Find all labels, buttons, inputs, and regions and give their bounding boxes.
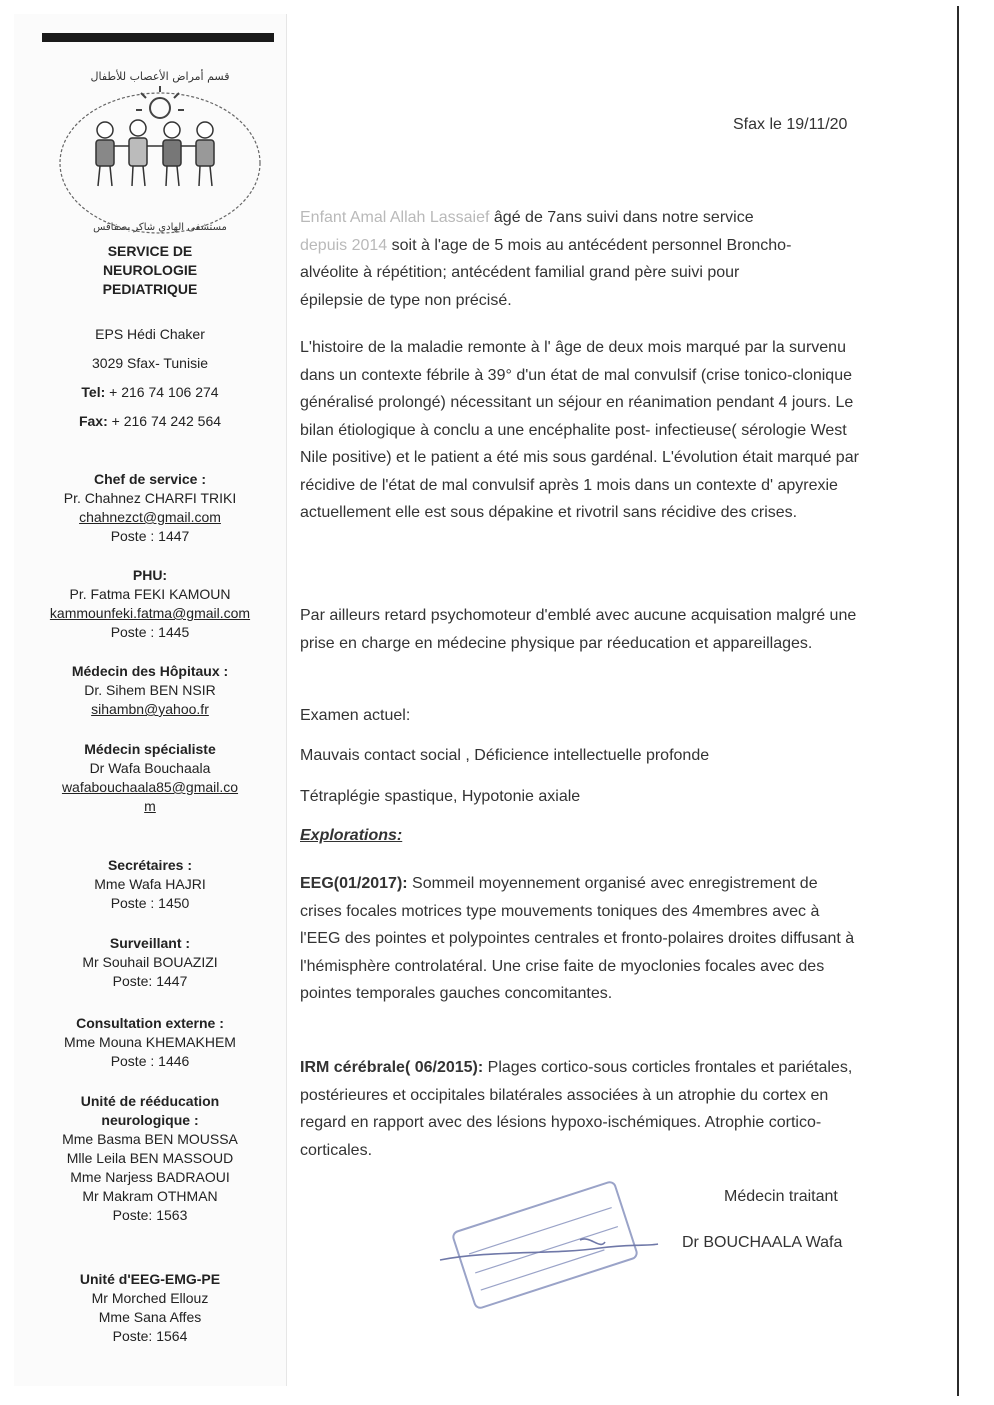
chef-block: Chef de service : Pr. Chahnez CHARFI TRIKI chahnezct@gmail.com Poste : 1447 — [14, 470, 286, 546]
exam-heading: Examen actuel: — [300, 707, 411, 724]
signature-title: Médecin traitant — [724, 1188, 838, 1205]
paragraph-intro: Enfant Amal Allah Lassaief âgé de 7ans suivi dans notre service depuis 2014 soit à l'age de 5 mois au antécédent personnel Broncho- alvéolite à répétition; antécédent familial grand père suivi pour épilepsie de type non précisé. — [300, 209, 792, 309]
hospital-stamp — [430, 1180, 660, 1310]
phu-email-link[interactable]: kammounfeki.fatma@gmail.com — [49, 605, 251, 621]
letterhead-sidebar — [14, 14, 287, 1386]
fax-line: Fax: + 216 74 242 564 — [78, 413, 222, 429]
chef-email-link[interactable]: chahnezct@gmail.com — [79, 509, 221, 525]
paragraph-history: L'histoire de la maladie remonte à l' âge de deux mois marqué par la survenu dans un contexte fébrile à 39° d'un état de mal convulsif (crise tonico-clonique généralisé prolongé) nécessitant un séjour en réanimation pendant 4 jours. Le bilan étiologique à conclu a une encéphalite post- infectieuse( sérologie West Nile positive) et le patient a été mis sous gardénal. L'évolution était marqué par récidive de l'état de mal convulsif après 1 mois dans un contexte d' apyrexie actuellement elle est sous dépakine et rivotril sans récidive des crises. — [300, 339, 859, 521]
hospital-address: 3029 Sfax- Tunisie — [92, 355, 208, 371]
mdh-email-link[interactable]: sihambn@yahoo.fr — [91, 701, 209, 717]
surveillant-block: Surveillant : Mr Souhail BOUAZIZI Poste: 1447 — [82, 935, 218, 989]
eeg-unit-block: Unité d'EEG-EMG-PE Mr Morched Ellouz Mme Sana Affes Poste: 1564 — [79, 1271, 221, 1344]
right-border-line — [957, 6, 959, 1396]
spec-email-link[interactable]: wafabouchaala85@gmail.co — [61, 779, 239, 795]
paragraph-development: Par ailleurs retard psychomoteur d'emblé avec aucune acquisation malgré une prise en charge en médecine physique par réeducation et appareillages. — [300, 607, 857, 652]
contact-block — [14, 320, 286, 436]
phu-block: PHU: Pr. Fatma FEKI KAMOUN kammounfeki.fatma@gmail.com Poste : 1445 — [14, 566, 286, 642]
exam-line-1: Mauvais contact social , Déficience intellectuelle profonde — [300, 747, 710, 764]
children-logo — [50, 58, 270, 248]
redacted-date: depuis 2014 — [300, 236, 388, 254]
explorations-heading: Explorations: — [300, 827, 403, 844]
redacted-patient-name: Enfant Amal Allah Lassaief — [300, 209, 490, 226]
secretaires-block: Secrétaires : Mme Wafa HAJRI Poste : 1450 — [94, 857, 206, 911]
logo-text-bottom: مستشفى الهادي شاكر بصفاقس — [93, 222, 227, 233]
service-name: SERVICE DE NEUROLOGIE PEDIATRIQUE — [102, 243, 198, 297]
reeducation-block: Unité de rééducation neurologique : Mme Basma BEN MOUSSA Mlle Leila BEN MASSOUD Mme Narjess BADRAOUI Mr Makram OTHMAN Poste: 1563 — [62, 1093, 238, 1223]
spec-block: Médecin spécialiste Dr Wafa Bouchaala wafabouchaala85@gmail.co m — [14, 740, 286, 816]
paragraph-eeg: EEG(01/2017): Sommeil moyennement organisé avec enregistrement de crises focales motrices type mouvements toniques des 4membres avec à l'EEG des pointes et polypointes centrales et fronto-polaires droites diffusant à l'hémisphère controlatéral. Une crise faite de myoclonies focales avec des pointes temporales gauches concomitantes. — [300, 875, 855, 1002]
consultation-block: Consultation externe : Mme Mouna KHEMAKHEM Poste : 1446 — [64, 1015, 236, 1069]
paragraph-irm: IRM cérébrale( 06/2015): Plages cortico-sous corticles frontales et pariétales, postérieures et occipitales bilatérales associées à un atrophie du cortex en regard en rapport avec des lésions hypoxo-ischémiques. Atrophie cortico-corticales. — [300, 1059, 853, 1159]
logo-text-top: قسم أمراض الأعصاب للأطفال — [90, 70, 230, 83]
tel-line: Tel: + 216 74 106 274 — [81, 384, 219, 400]
hospital-name: EPS Hédi Chaker — [95, 326, 205, 342]
exam-line-2: Tétraplégie spastique, Hypotonie axiale — [300, 788, 581, 805]
letter-date: Sfax le 19/11/20 — [733, 116, 848, 133]
top-bar — [42, 33, 274, 42]
signature-name: Dr BOUCHAALA Wafa — [682, 1234, 843, 1251]
mdh-block: Médecin des Hôpitaux : Dr. Sihem BEN NSIR sihambn@yahoo.fr — [14, 662, 286, 719]
